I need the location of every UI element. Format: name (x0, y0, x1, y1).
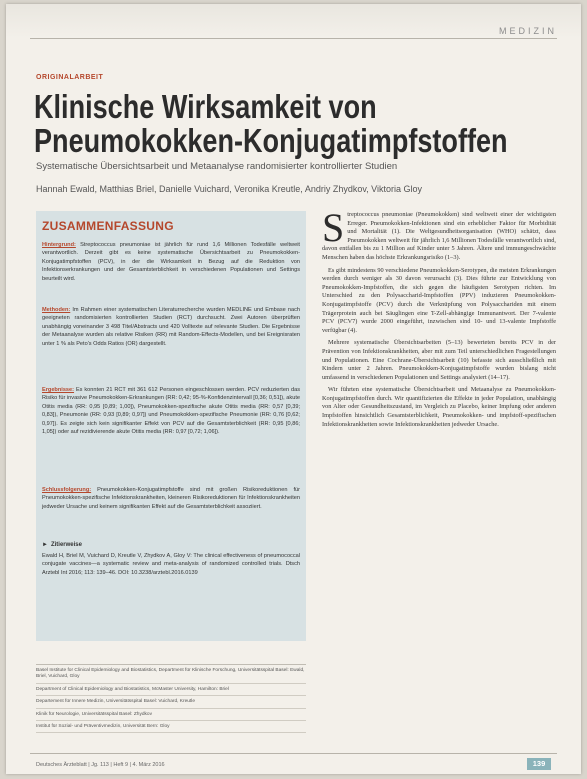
summary-heading: ZUSAMMENFASSUNG (42, 219, 174, 233)
title-line-1: Klinische Wirksamkeit von (34, 88, 377, 125)
summary-box (36, 211, 306, 641)
affiliation: Institut für Sozial- und Präventivmedizin, Universität Bern: Gloy (36, 721, 306, 733)
methods-lead: Methoden: (42, 307, 71, 313)
page-number: 139 (527, 758, 551, 770)
results-text: Es konnten 21 RCT mit 361 612 Personen eingeschlossen werden. PCV reduzierten das Risiko für invasive Pneumokokken-Erkrankungen (RR: 0,42; 95-%-Konfidenzintervall [0,36; 0,51]), akute Otitis media (RR: 0,95 [0,89; 1,00]), Pneumokokken-spezifische akute Otitis media (RR: 0,57 [0,39; 0,83]), Pneumonie (RR: 0,93 [0,89; 0,97]) und Pneumokokken-spezifische Pneumonie (RR: 0,76 [0,62; 0,97]). Es zeigte sich kein signifikanter Effekt von PCV auf die Gesamtsterblichkeit (RR: 0,95 [0,86; 1,05]) oder auf rezidivierende akute Otitis media (RR: 0,97 [0,72; 1,06]). (42, 387, 300, 436)
right-column (322, 205, 556, 746)
summary-results (42, 386, 300, 436)
drop-cap: S (322, 205, 345, 250)
methods-text: Im Rahmen einer systematischen Literaturrecherche wurden MEDLINE und Embase nach geeigneten randomisierten kontrollierten Studien (RCT) durchsucht. Zwei Autoren überprüften unabhängig voneinander 3 498 Titel/Abstracts und 420 Volltexte auf relevante Studien. Die Ergebnisse der Metaanalyse wurden als relative Risiken (RR) mit Random-Effects-Modellen, und bei Ereignisraten unter 1 % als Peto's Odds Ratios (OR) dargestellt. (42, 307, 300, 347)
body-paragraph: Wir führten eine systematische Übersichtsarbeit und Metaanalyse zu Pneumokokken-Konjugatimpfstoffen durch. Wir quantifizierten die Effekte in jeder Population, unabhängig von Alter oder Gesundheitszustand, im Vergleich zu Placebo, keiner Impfung oder anderen Impfstoffen hinsichtlich Gesamtsterblichkeit, Pneumokokken- und impfstoff-spezifischen Infektionskrankheiten sowie Infektionskrankheiten jedweder Ursache. (322, 386, 556, 428)
summary-conclusion (42, 486, 300, 511)
background-lead: Hintergrund: (42, 242, 76, 248)
body-paragraph: Es gibt mindestens 90 verschiedene Pneumokokken-Serotypen, die meisten Erkrankungen werden durch weniger als 30 davon verursacht (3). Dies führte zur Entwicklung von Pneumokokken-Impfstoffen, die sich gegen die häufigsten Serotypen richten. Im Unterschied zu den Polysaccharid-Impfstoffen (PPV) induzieren Pneumokokken-Konjugatimpfstoffe (PCV) durch die Verknüpfung von Polysacchariden mit einem Trägerprotein auch bei Säuglingen eine T-Zell-abhängige Immunantwort. Der 7-valente PCV (PCV7) wurde 2000 eingeführt, inzwischen sind 10- und 13-valente Impfstoffe verfügbar (4). (322, 266, 556, 334)
affiliations (36, 664, 306, 733)
conclusion-text: Pneumokokken-Konjugatimpfstoffe sind mit großen Risikoreduktionen für Pneumokokken-spezifische Infektionskrankheiten, kleineren Risikoreduktionen für Infektionskrankheiten jedweder Ursache und keinem signifikanten Effekt auf die Gesamtsterblichkeit assoziiert. (42, 487, 300, 510)
article-kind: ORIGINALARBEIT (36, 74, 104, 81)
author-list: Hannah Ewald, Matthias Briel, Danielle Vuichard, Veronika Kreutle, Andriy Zhydkov, Viktoria Gloy (36, 184, 423, 194)
journal-footer: Deutsches Ärzteblatt | Jg. 113 | Heft 9 | 4. März 2016 (36, 762, 165, 768)
affiliation: Department of Clinical Epidemiology and Biostatistics, McMaster University, Hamilton: Briel (36, 684, 306, 696)
conclusion-lead: Schlussfolgerung: (42, 487, 92, 493)
left-column (36, 211, 306, 746)
arrow-right-icon: ► (42, 542, 48, 548)
title-line-2: Pneumokokken-Konjugatimpfstoffen (34, 122, 508, 159)
article-title (34, 88, 508, 159)
section-label: MEDIZIN (499, 26, 557, 36)
citation-text: Ewald H, Briel M, Vuichard D, Kreutle V, Zhydkov A, Gloy V: The clinical effectiveness of pneumococcal conjugate vaccines—a systematic review and meta-analysis of randomized controlled trials. Dtsch Arztebl Int 2016; 113: 139–46. DOI: 10.3238/arztebl.2016.0139 (42, 553, 300, 576)
background-text: Streptococcus pneumoniae ist jährlich für rund 1,6 Millionen Todesfälle weltweit verantwortlich. Derzeit gibt es keine systematische Übersichtsarbeit zu Pneumokokken-Konjugatimpfstoffen (PCV), in der die Wirksamkeit in Bezug auf die Reduktion von Infektionserkrankungen und der Gesamtsterblichkeit in verschiedenen Populationen und Settings beurteilt wird. (42, 242, 300, 282)
affiliation: Departement für Innere Medizin, Universitätsspital Basel: Vuichard, Kreutle (36, 696, 306, 708)
summary-background (42, 241, 300, 283)
summary-methods (42, 306, 300, 348)
header-bar (6, 4, 581, 38)
affiliation: Basel Institute for Clinical Epidemiology and Biostatistics, Department für Klinische Forschung, Universitätsspital Basel: Ewald, Briel, Vuichard, Gloy (36, 665, 306, 684)
footer-rule (30, 753, 557, 754)
body-paragraph: Mehrere systematische Übersichtsarbeiten (5–13) bewerteten bereits PCV in der Prävention von Infektionskrankheiten, aber mit zum Teil unterschiedlichen Fragestellungen und Populationen. Eine Cochrane-Übersichtsarbeit (10) befasste sich ausschließlich mit Kindern unter 2 Jahren. Pneumokokken-Konjugatimpfstoffe wurden bislang nicht umfassend in verschiedenen Populationen und Settings analysiert (14–17). (322, 339, 556, 381)
article-subtitle: Systematische Übersichtsarbeit und Metaanalyse randomisierter kontrollierter Studien (36, 161, 398, 172)
results-lead: Ergebnisse: (42, 387, 75, 393)
affiliation: Klinik für Neurologie, Universitätsspital Basel: Zhydkov (36, 709, 306, 721)
citation-heading: ► Zitierweise (42, 542, 82, 548)
journal-page (6, 4, 581, 774)
body-paragraph: Streptococcus pneumoniae (Pneumokokken) sind weltweit einer der wichtigsten Erreger. Pneumokokken-Infektionen sind ein erheblicher Faktor für Morbidität und Mortalität (1). Die Weltgesundheitsorganisation (WHO) schätzt, dass Pneumokokken weltweit für jährlich 1,6 Millionen Todesfälle verantwortlich sind, davon entfallen bis zu 1 Million auf Kinder unter 5 Jahren. Ältere und immungeschwächte Menschen haben das höchste Erkrankungsrisiko (1–3). (322, 205, 556, 261)
header-rule (30, 38, 557, 39)
